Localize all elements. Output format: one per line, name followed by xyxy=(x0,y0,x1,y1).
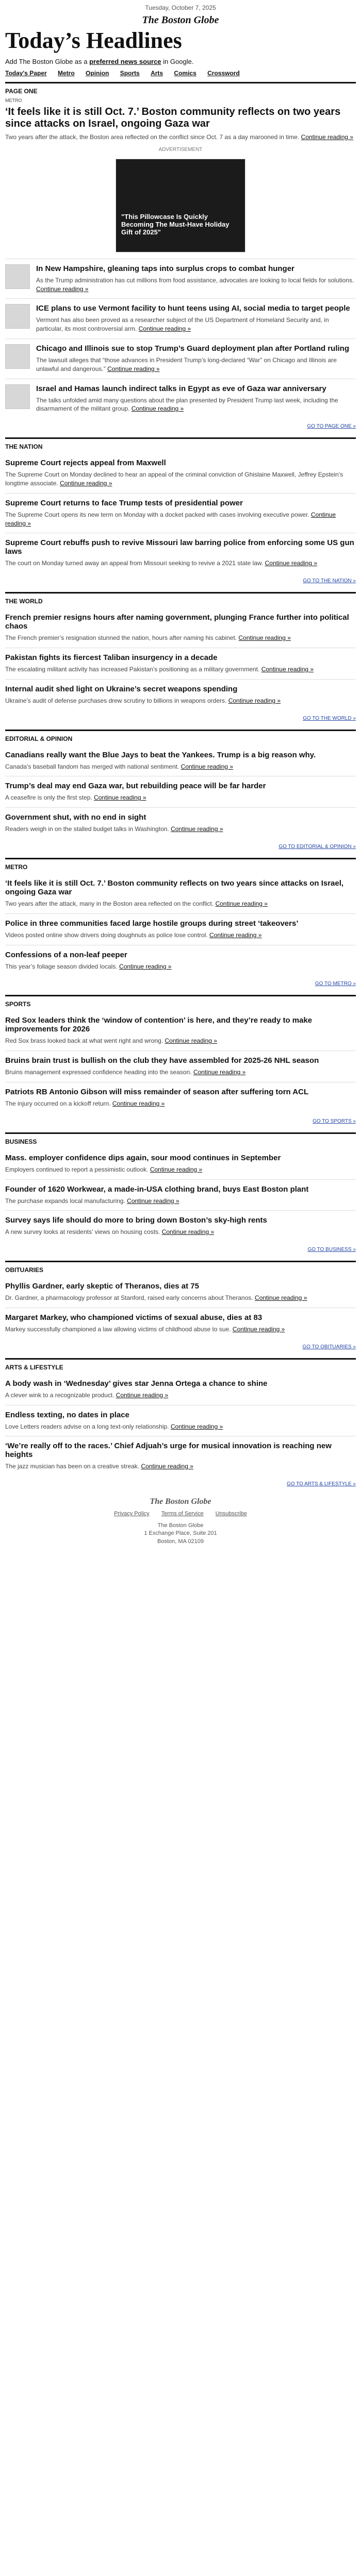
story-title[interactable]: Government shut, with no end in sight xyxy=(5,813,146,822)
story-summary-text: The purchase expands local manufacturing. xyxy=(5,1197,125,1205)
nav-item[interactable]: Sports xyxy=(120,70,140,77)
story-summary xyxy=(5,634,356,642)
story-summary-text: The French premier’s resignation stunned the nation, hours after naming his cabinet. xyxy=(5,634,237,642)
footer xyxy=(0,1497,361,1546)
story-summary xyxy=(5,697,356,705)
thumbnail-image[interactable] xyxy=(5,304,30,329)
continue-reading-link[interactable]: Continue reading » xyxy=(261,665,314,673)
story-summary-text: The injury occurred on a kickoff return. xyxy=(5,1099,111,1107)
story-summary xyxy=(5,1165,356,1174)
story-title[interactable]: Supreme Court rejects appeal from Maxwell xyxy=(5,459,166,468)
continue-reading-link[interactable]: Continue reading » xyxy=(265,560,318,567)
story-summary-text: This year’s foliage season divided locals. xyxy=(5,962,118,970)
nav-item[interactable]: Today's Paper xyxy=(5,70,47,77)
thumbnail-image[interactable] xyxy=(5,384,30,409)
kicker: METRO xyxy=(5,98,22,103)
page-one-section xyxy=(5,82,356,429)
list-item xyxy=(5,379,356,419)
list-item xyxy=(5,1308,356,1339)
continue-reading-link[interactable]: Continue reading » xyxy=(127,1197,179,1205)
story-title[interactable]: Supreme Court rebuffs push to revive Missouri law barring police from enforcing some US gun laws xyxy=(5,538,354,556)
footer-links xyxy=(0,1511,361,1517)
story-summary-text: Ukraine’s audit of defense purchases drew scrutiny to billions in weapons orders. xyxy=(5,697,227,704)
nav-item[interactable]: Crossword xyxy=(207,70,240,77)
story-summary xyxy=(5,931,356,940)
story-summary-text: Dr. Gardner, a pharmacology professor at Stanford, raised early concerns about Theranos. xyxy=(5,1294,253,1302)
continue-reading-link[interactable]: Continue reading » xyxy=(107,365,160,372)
go-to-obituaries-link[interactable]: GO TO OBITUARIES » xyxy=(302,1344,356,1350)
section-label: BUSINESS xyxy=(5,1132,356,1148)
nav-item[interactable]: Comics xyxy=(174,70,196,77)
list-item xyxy=(5,1148,356,1179)
continue-reading-link[interactable]: Continue reading » xyxy=(255,1294,307,1302)
continue-reading-link[interactable]: Continue reading » xyxy=(94,794,146,802)
story-title[interactable]: French premier resigns hours after naming government, plunging France further into political chaos xyxy=(5,613,349,631)
go-to-metro-link[interactable]: GO TO METRO » xyxy=(315,981,356,987)
ad-label: ADVERTISEMENT xyxy=(158,146,203,152)
list-item xyxy=(5,1436,356,1476)
story-title[interactable]: A body wash in ‘Wednesday’ gives star Jenna Ortega a chance to shine xyxy=(5,1379,268,1388)
google-news-cta xyxy=(5,58,361,65)
sports-section xyxy=(5,995,356,1124)
continue-reading-link[interactable]: Continue reading » xyxy=(150,1165,203,1173)
section-label: OBITUARIES xyxy=(5,1261,356,1277)
nav-item[interactable]: Opinion xyxy=(86,70,109,77)
go-to-business-link[interactable]: GO TO BUSINESS » xyxy=(307,1247,356,1253)
list-item xyxy=(5,259,356,299)
cta-suffix: in Google. xyxy=(163,58,194,65)
list-item xyxy=(5,874,356,913)
go-to-arts-link[interactable]: GO TO ARTS & LIFESTYLE » xyxy=(287,1481,356,1487)
story-title[interactable]: Police in three communities faced large hostile groups during street ‘takeovers’ xyxy=(5,919,299,928)
story-title[interactable]: Pakistan fights its fiercest Taliban insurgency in a decade xyxy=(5,653,218,662)
section-label: METRO xyxy=(5,858,356,874)
story-summary-text: The talks unfolded amid many questions about the plan presented by President Trump last week, including the disarmament of the militant group. xyxy=(36,396,338,413)
story-summary xyxy=(5,559,356,568)
section-label: THE WORLD xyxy=(5,592,356,608)
story-summary-text: Videos posted online show drivers doing doughnuts as police lose control. xyxy=(5,931,208,939)
story-title[interactable]: Mass. employer confidence dips again, sour mood continues in September xyxy=(5,1153,281,1162)
nav-item[interactable]: Arts xyxy=(151,70,163,77)
list-item xyxy=(5,913,356,945)
list-item xyxy=(5,493,356,533)
lead-story-title[interactable]: ‘It feels like it is still Oct. 7.’ Boston community reflects on two years since attacks on Israel, ongoing Gaza war xyxy=(5,106,341,129)
story-summary xyxy=(5,900,356,908)
date: Tuesday, October 7, 2025 xyxy=(145,4,216,11)
continue-reading-link[interactable]: Continue reading » xyxy=(112,1099,165,1107)
story-summary xyxy=(5,511,356,528)
go-to-world-link[interactable]: GO TO THE WORLD » xyxy=(303,715,356,721)
story-summary-text: The lawsuit alleges that “those advances in President Trump’s long-declared “War” on Chicago and Illinois are unlawful and dangerous.” xyxy=(36,356,337,372)
footer-address: The Boston Globe 1 Exchange Place, Suite 201 Boston, MA 02109 xyxy=(144,1522,217,1545)
obituaries-section xyxy=(5,1261,356,1350)
story-title[interactable]: Confessions of a non-leaf peeper xyxy=(5,950,127,959)
page-title: Today’s Headlines xyxy=(5,28,182,53)
continue-reading-link[interactable]: Continue reading » xyxy=(119,962,172,970)
list-item xyxy=(5,807,356,839)
story-summary-text: Canada’s baseball fandom has merged with national sentiment. xyxy=(5,762,179,770)
list-item xyxy=(5,1405,356,1436)
story-title[interactable]: In New Hampshire, gleaning taps into surplus crops to combat hunger xyxy=(36,264,294,273)
cta-prefix: Add The Boston Globe as a xyxy=(5,58,90,65)
story-title[interactable]: Chicago and Illinois sue to stop Trump’s Guard deployment plan after Portland ruling xyxy=(36,344,350,353)
nav-item[interactable]: Metro xyxy=(58,70,75,77)
story-summary-text: The Supreme Court opens its new term on Monday with a docket packed with cases involving executive power. xyxy=(5,511,309,518)
story-title[interactable]: Internal audit shed light on Ukraine’s secret weapons spending xyxy=(5,684,238,693)
metro-section xyxy=(5,858,356,987)
arts-section xyxy=(5,1358,356,1487)
thumbnail-image[interactable] xyxy=(5,344,30,369)
section-label: SPORTS xyxy=(5,995,356,1011)
continue-reading-link[interactable]: Continue reading » xyxy=(116,1391,169,1399)
section-label: EDITORIAL & OPINION xyxy=(5,730,356,745)
lead-story-summary xyxy=(5,133,356,142)
list-item xyxy=(5,679,356,710)
story-summary xyxy=(36,396,356,414)
lead-summary-text: Two years after the attack, the Boston area reflected on the conflict since Oct. 7 as a day marooned in time. xyxy=(5,133,300,141)
story-summary xyxy=(5,1197,356,1206)
list-item xyxy=(5,533,356,573)
story-summary xyxy=(36,316,356,333)
list-item xyxy=(5,1210,356,1242)
story-title[interactable]: Endless texting, no dates in place xyxy=(5,1410,129,1419)
story-summary xyxy=(5,665,356,674)
story-summary-text: Bruins management expressed confidence heading into the season. xyxy=(5,1069,192,1076)
business-section xyxy=(5,1132,356,1252)
go-to-opinion-link[interactable]: GO TO EDITORIAL & OPINION » xyxy=(278,843,356,850)
continue-reading-link[interactable]: Continue reading » xyxy=(161,1228,215,1236)
continue-reading-link[interactable]: Continue reading » xyxy=(180,762,234,770)
story-summary-text: The jazz musician has been on a creative streak. xyxy=(5,1463,140,1470)
list-item xyxy=(5,338,356,379)
continue-reading-link[interactable]: Continue reading » xyxy=(131,405,184,413)
footer-logo: The Boston Globe xyxy=(150,1497,211,1506)
story-summary-text: Red Sox brass looked back at what went right and wrong. xyxy=(5,1037,163,1045)
story-summary xyxy=(5,1068,356,1077)
story-summary-text: A ceasefire is only the first step. xyxy=(5,794,92,802)
section-label: THE NATION xyxy=(5,437,356,453)
list-item xyxy=(5,945,356,976)
story-summary-text: Love Letters readers advise on a long text-only relationship. xyxy=(5,1422,169,1430)
story-summary xyxy=(5,1099,356,1108)
list-item xyxy=(5,608,356,648)
continue-reading-link[interactable]: Continue reading » xyxy=(60,479,112,487)
section-label: PAGE ONE xyxy=(5,82,356,98)
ad-headline: "This Pillowcase Is Quickly Becoming The Must-Have Holiday Gift of 2025" xyxy=(121,212,229,236)
story-summary-text: Employers continued to report a pessimistic outlook. xyxy=(5,1165,149,1173)
continue-reading-link[interactable]: Continue reading » xyxy=(215,900,268,907)
story-summary xyxy=(5,470,356,488)
list-item xyxy=(5,453,356,493)
story-summary-text: The Supreme Court on Monday declined to hear an appeal of the criminal conviction of Ghislaine Maxwell, Jeffrey Epstein’s longtime associate. xyxy=(5,471,343,487)
story-title[interactable]: Canadians really want the Blue Jays to beat the Yankees. Trump is a big reason why. xyxy=(5,750,316,759)
footer-link[interactable]: Privacy Policy xyxy=(114,1511,150,1517)
continue-reading-link[interactable]: Continue reading » xyxy=(165,1037,217,1045)
world-section xyxy=(5,592,356,721)
story-summary xyxy=(5,793,356,802)
list-item xyxy=(5,648,356,679)
lead-story xyxy=(5,106,356,147)
story-summary-text: Markey successfully championed a law allowing victims of childhood abuse to sue. xyxy=(5,1325,231,1333)
continue-reading-link[interactable]: Continue reading » xyxy=(138,325,191,333)
story-summary-text: Vermont has also been proved as a researcher subject of the US Department of Homeland Security and, in particular, its most controversial arm. xyxy=(36,316,329,333)
continue-reading-link[interactable]: Continue reading » xyxy=(193,1069,246,1076)
thumbnail-image[interactable] xyxy=(5,264,30,289)
story-summary-text: Two years after the attack, many in the Boston area reflected on the conflict. xyxy=(5,900,214,907)
story-title[interactable]: ‘It feels like it is still Oct. 7.’ Boston community reflects on two years since attacks on Israel, ongoing Gaza war xyxy=(5,878,344,896)
continue-reading-link[interactable]: Continue reading » xyxy=(301,133,354,141)
story-title[interactable]: Supreme Court returns to face Trump tests of presidential power xyxy=(5,498,243,507)
go-to-sports-link[interactable]: GO TO SPORTS » xyxy=(313,1118,356,1124)
story-title[interactable]: Phyllis Gardner, early skeptic of Theranos, dies at 75 xyxy=(5,1282,199,1291)
story-summary-text: A new survey looks at residents’ views on housing costs. xyxy=(5,1228,160,1236)
list-item xyxy=(5,1374,356,1405)
story-summary-text: Readers weigh in on the stalled budget talks in Washington. xyxy=(5,825,169,833)
story-title[interactable]: Patriots RB Antonio Gibson will miss remainder of season after suffering torn ACL xyxy=(5,1087,309,1096)
story-title[interactable]: Red Sox leaders think the ‘window of contention’ is here, and they’re ready to make improvements for 2026 xyxy=(5,1016,313,1034)
masthead: The Boston Globe xyxy=(142,14,219,26)
list-item xyxy=(5,745,356,776)
story-summary xyxy=(5,1294,356,1302)
list-item xyxy=(5,1050,356,1082)
story-summary xyxy=(5,1325,356,1334)
story-title[interactable]: Founder of 1620 Workwear, a made-in-USA clothing brand, buys East Boston plant xyxy=(5,1184,309,1194)
opinion-section xyxy=(5,730,356,850)
story-summary xyxy=(5,1462,356,1471)
list-item xyxy=(5,1179,356,1211)
story-summary xyxy=(5,962,356,971)
go-to-page-one-link[interactable]: GO TO PAGE ONE » xyxy=(307,423,356,430)
list-item xyxy=(5,298,356,338)
story-summary xyxy=(5,1228,356,1236)
continue-reading-link[interactable]: Continue reading » xyxy=(5,511,336,527)
story-summary xyxy=(5,825,356,834)
section-label: ARTS & LIFESTYLE xyxy=(5,1358,356,1374)
story-summary xyxy=(36,276,356,294)
list-item xyxy=(5,1011,356,1050)
continue-reading-link[interactable]: Continue reading » xyxy=(171,825,223,833)
story-summary xyxy=(5,1391,356,1400)
story-summary xyxy=(5,762,356,771)
story-summary xyxy=(5,1422,356,1431)
story-title[interactable]: Trump’s deal may end Gaza war, but rebuilding peace will be far harder xyxy=(5,782,266,791)
story-summary-text: The court on Monday turned away an appeal from Missouri seeking to revive a 2021 state law. xyxy=(5,560,264,567)
ad-box[interactable] xyxy=(116,159,245,252)
story-title[interactable]: Survey says life should do more to bring down Boston’s sky-high rents xyxy=(5,1216,267,1225)
footer-link[interactable]: Terms of Service xyxy=(161,1511,204,1517)
go-to-nation-link[interactable]: GO TO THE NATION » xyxy=(303,578,356,584)
section-nav xyxy=(5,70,356,77)
continue-reading-link[interactable]: Continue reading » xyxy=(141,1463,193,1470)
list-item xyxy=(5,776,356,807)
story-title[interactable]: Israel and Hamas launch indirect talks in Egypt as eve of Gaza war anniversary xyxy=(36,384,326,393)
story-title[interactable]: ‘We’re really off to the races.’ Chief Adjuah’s urge for musical innovation is reaching new heights xyxy=(5,1442,332,1460)
continue-reading-link[interactable]: Continue reading » xyxy=(209,931,262,939)
story-summary xyxy=(5,1037,356,1045)
story-title[interactable]: Margaret Markey, who championed victims of sexual abuse, dies at 83 xyxy=(5,1313,262,1322)
story-summary-text: The escalating militant activity has increased Pakistan’s positioning as a military government. xyxy=(5,665,260,673)
nation-section xyxy=(5,437,356,584)
list-item xyxy=(5,1082,356,1113)
continue-reading-link[interactable]: Continue reading » xyxy=(238,634,291,642)
story-title[interactable]: ICE plans to use Vermont facility to hunt teens using AI, social media to target people xyxy=(36,304,350,313)
story-summary-text: A clever wink to a recognizable product. xyxy=(5,1391,114,1399)
continue-reading-link[interactable]: Continue reading » xyxy=(228,697,281,704)
continue-reading-link[interactable]: Continue reading » xyxy=(232,1325,285,1333)
continue-reading-link[interactable]: Continue reading » xyxy=(170,1422,223,1430)
preferred-source-link[interactable]: preferred news source xyxy=(89,58,161,65)
story-title[interactable]: Bruins brain trust is bullish on the club they have assembled for 2025-26 NHL season xyxy=(5,1056,319,1065)
footer-link[interactable]: Unsubscribe xyxy=(215,1511,247,1517)
continue-reading-link[interactable]: Continue reading » xyxy=(36,285,89,293)
story-summary-text: As the Trump administration has cut millions from food assistance, advocates are looking to local fields for solutions. xyxy=(36,276,354,284)
list-item xyxy=(5,1277,356,1308)
story-summary xyxy=(36,356,356,374)
